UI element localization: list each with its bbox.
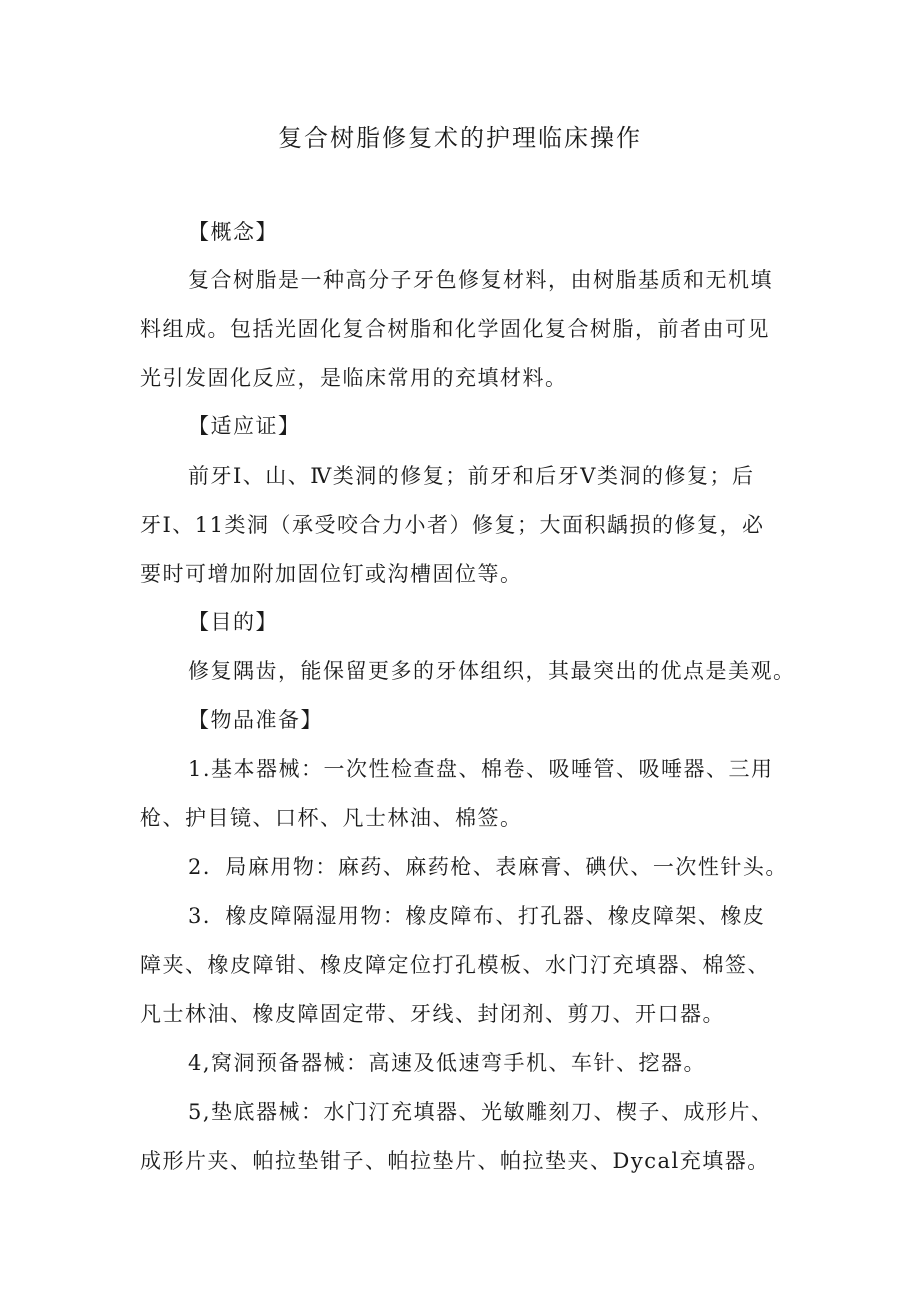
supplies-heading: 【物品准备】 xyxy=(188,708,323,732)
supplies-line-7: 4,窝洞预备器械：高速及低速弯手机、车针、挖器。 xyxy=(188,1051,707,1075)
indications-line-1: 前牙Ⅰ、山、Ⅳ类洞的修复；前牙和后牙Ⅴ类洞的修复；后 xyxy=(188,464,755,488)
supplies-line-1: 1.基本器械：一次性检查盘、棉卷、吸唾管、吸唾器、三用 xyxy=(188,757,774,781)
supplies-line-5: 障夹、橡皮障钳、橡皮障定位打孔模板、水门汀充填器、棉签、 xyxy=(140,953,770,977)
concept-line-3: 光引发固化反应，是临床常用的充填材料。 xyxy=(140,366,568,390)
concept-line-1: 复合树脂是一种高分子牙色修复材料，由树脂基质和无机填 xyxy=(188,268,773,292)
supplies-line-3: 2．局麻用物：麻药、麻药枪、表麻膏、碘伏、一次性针头。 xyxy=(188,855,788,879)
indications-line-2: 牙Ⅰ、11类洞（承受咬合力小者）修复；大面积龋损的修复，必 xyxy=(140,513,765,537)
supplies-line-8: 5,垫底器械：水门汀充填器、光敏雕刻刀、楔子、成形片、 xyxy=(188,1100,774,1124)
indications-line-3: 要时可增加附加固位钉或沟槽固位等。 xyxy=(140,562,523,586)
supplies-line-4: 3．橡皮障隔湿用物：橡皮障布、打孔器、橡皮障架、橡皮 xyxy=(188,904,766,928)
indications-heading: 【适应证】 xyxy=(188,414,301,438)
concept-heading: 【概念】 xyxy=(188,220,278,244)
supplies-line-9: 成形片夹、帕拉垫钳子、帕拉垫片、帕拉垫夹、Dycal充填器。 xyxy=(140,1149,770,1173)
concept-line-2: 料组成。包括光固化复合树脂和化学固化复合树脂，前者由可见 xyxy=(140,317,770,341)
supplies-line-6: 凡士林油、橡皮障固定带、牙线、封闭剂、剪刀、开口器。 xyxy=(140,1002,725,1026)
purpose-heading: 【目的】 xyxy=(188,610,278,634)
purpose-line-1: 修复隅齿，能保留更多的牙体组织，其最突出的优点是美观。 xyxy=(188,659,796,683)
document-title: 复合树脂修复术的护理临床操作 xyxy=(278,124,642,152)
supplies-line-2: 枪、护目镜、口杯、凡士林油、棉签。 xyxy=(140,806,523,830)
